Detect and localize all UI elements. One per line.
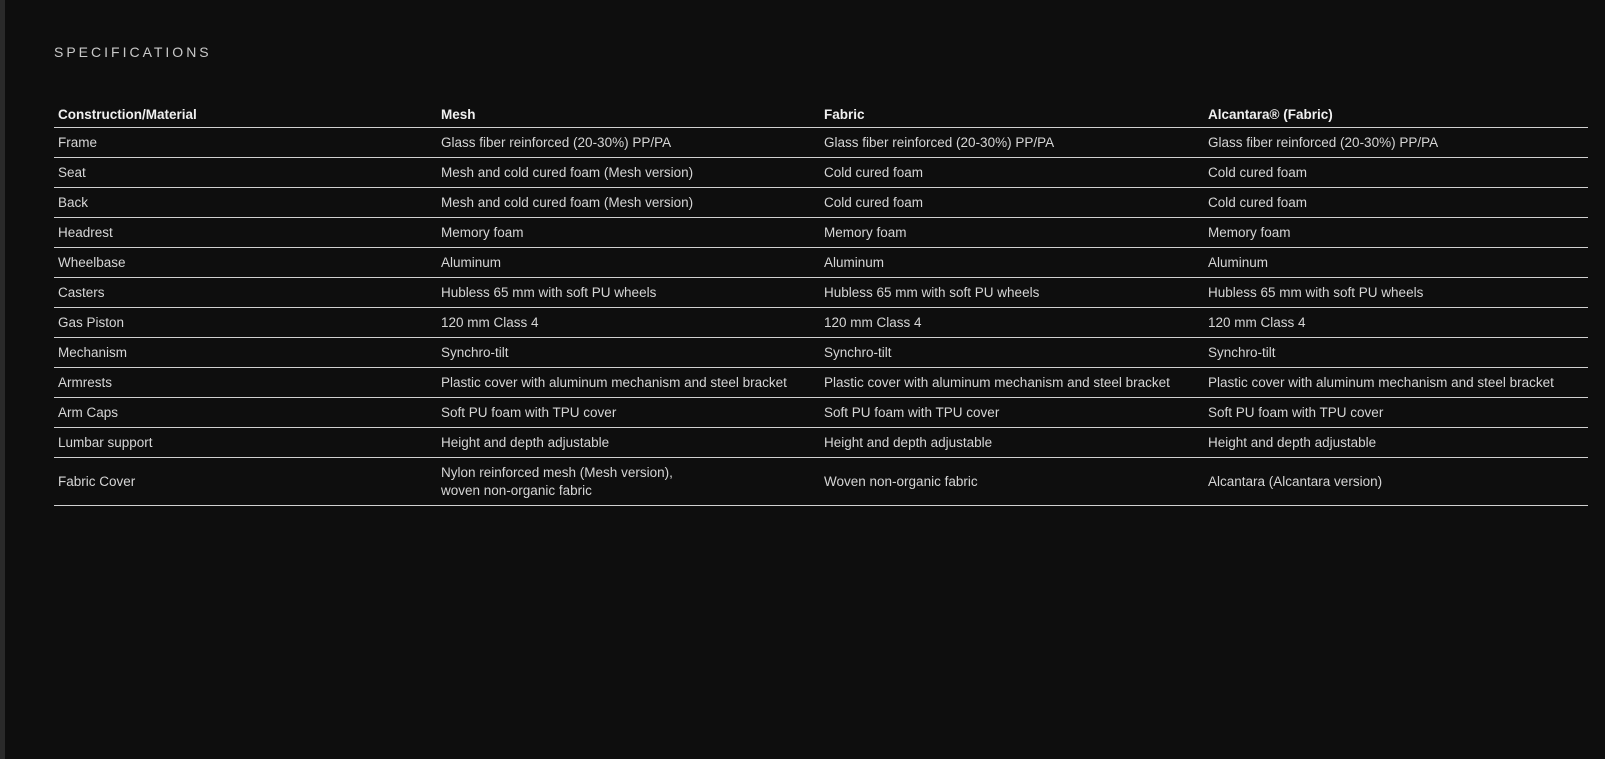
- mesh-cell-line-2: woven non-organic fabric: [441, 482, 592, 498]
- fabric-cell: Woven non-organic fabric: [820, 458, 1204, 506]
- alcantara-cell: Soft PU foam with TPU cover: [1204, 398, 1588, 428]
- mesh-cell: Mesh and cold cured foam (Mesh version): [437, 158, 820, 188]
- row-label: Lumbar support: [54, 428, 437, 458]
- row-label: Arm Caps: [54, 398, 437, 428]
- mesh-cell: [437, 458, 820, 506]
- mesh-cell: Memory foam: [437, 218, 820, 248]
- row-label: Gas Piston: [54, 308, 437, 338]
- alcantara-cell: Plastic cover with aluminum mechanism and steel bracket: [1204, 368, 1588, 398]
- fabric-cell: Soft PU foam with TPU cover: [820, 398, 1204, 428]
- alcantara-cell: Cold cured foam: [1204, 188, 1588, 218]
- fabric-cell: Cold cured foam: [820, 158, 1204, 188]
- column-header-mesh: Mesh: [437, 101, 820, 128]
- mesh-cell-line-1: Nylon reinforced mesh (Mesh version),: [441, 464, 673, 480]
- fabric-cell: Memory foam: [820, 218, 1204, 248]
- table-row: [54, 188, 1588, 218]
- table-row: [54, 458, 1588, 506]
- mesh-cell: Synchro-tilt: [437, 338, 820, 368]
- row-label: Seat: [54, 158, 437, 188]
- specifications-table: [54, 101, 1588, 506]
- row-label: Back: [54, 188, 437, 218]
- fabric-cell: Synchro-tilt: [820, 338, 1204, 368]
- table-row: [54, 338, 1588, 368]
- fabric-cell: Hubless 65 mm with soft PU wheels: [820, 278, 1204, 308]
- mesh-cell: Aluminum: [437, 248, 820, 278]
- table-row: [54, 368, 1588, 398]
- alcantara-cell: Alcantara (Alcantara version): [1204, 458, 1588, 506]
- mesh-cell: Hubless 65 mm with soft PU wheels: [437, 278, 820, 308]
- row-label: Wheelbase: [54, 248, 437, 278]
- alcantara-cell: Aluminum: [1204, 248, 1588, 278]
- alcantara-cell: Synchro-tilt: [1204, 338, 1588, 368]
- fabric-cell: Aluminum: [820, 248, 1204, 278]
- row-label: Casters: [54, 278, 437, 308]
- table-row: [54, 398, 1588, 428]
- column-header-construction: Construction/Material: [54, 101, 437, 128]
- alcantara-cell: Glass fiber reinforced (20-30%) PP/PA: [1204, 128, 1588, 158]
- fabric-cell: Glass fiber reinforced (20-30%) PP/PA: [820, 128, 1204, 158]
- column-header-alcantara: Alcantara® (Fabric): [1204, 101, 1588, 128]
- table-row: [54, 158, 1588, 188]
- mesh-cell: Mesh and cold cured foam (Mesh version): [437, 188, 820, 218]
- mesh-cell: Soft PU foam with TPU cover: [437, 398, 820, 428]
- row-label: Mechanism: [54, 338, 437, 368]
- alcantara-cell: Cold cured foam: [1204, 158, 1588, 188]
- alcantara-cell: Memory foam: [1204, 218, 1588, 248]
- fabric-cell: 120 mm Class 4: [820, 308, 1204, 338]
- row-label: Headrest: [54, 218, 437, 248]
- row-label: Frame: [54, 128, 437, 158]
- table-header-row: [54, 101, 1588, 128]
- table-row: [54, 428, 1588, 458]
- column-header-fabric: Fabric: [820, 101, 1204, 128]
- row-label: Fabric Cover: [54, 458, 437, 506]
- row-label: Armrests: [54, 368, 437, 398]
- table-row: [54, 218, 1588, 248]
- alcantara-cell: 120 mm Class 4: [1204, 308, 1588, 338]
- table-row: [54, 278, 1588, 308]
- table-row: [54, 308, 1588, 338]
- alcantara-cell: Height and depth adjustable: [1204, 428, 1588, 458]
- fabric-cell: Plastic cover with aluminum mechanism and steel bracket: [820, 368, 1204, 398]
- mesh-cell: Plastic cover with aluminum mechanism and steel bracket: [437, 368, 820, 398]
- alcantara-cell: Hubless 65 mm with soft PU wheels: [1204, 278, 1588, 308]
- section-title: SPECIFICATIONS: [54, 44, 212, 60]
- fabric-cell: Cold cured foam: [820, 188, 1204, 218]
- mesh-cell: Height and depth adjustable: [437, 428, 820, 458]
- fabric-cell: Height and depth adjustable: [820, 428, 1204, 458]
- mesh-cell: Glass fiber reinforced (20-30%) PP/PA: [437, 128, 820, 158]
- mesh-cell: 120 mm Class 4: [437, 308, 820, 338]
- left-edge-strip: [0, 0, 5, 759]
- table-row: [54, 248, 1588, 278]
- table-row: [54, 128, 1588, 158]
